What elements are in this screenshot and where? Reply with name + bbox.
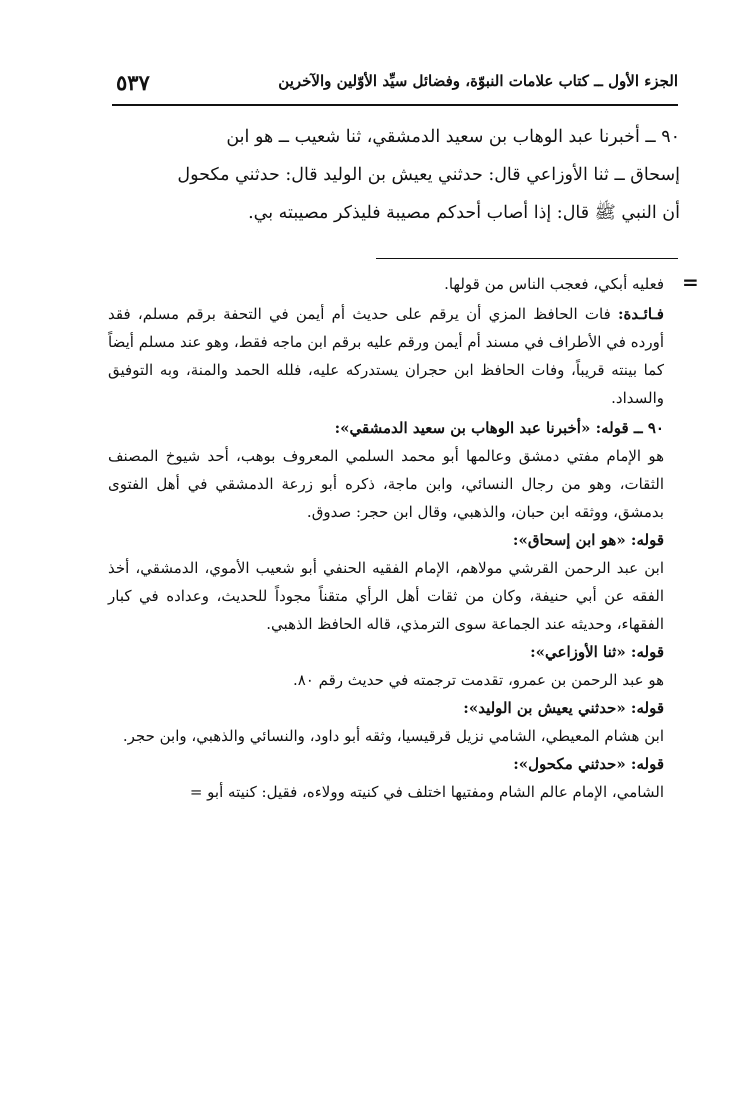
section-heading: قوله: «هو ابن إسحاق»: xyxy=(512,531,664,549)
benefit-paragraph xyxy=(108,300,664,412)
hadith-text xyxy=(108,118,680,232)
hadith-line: إسحاق ــ ثنا الأوزاعي قال: حدثني يعيش بن الوليد قال: حدثني مكحول xyxy=(177,165,680,185)
section-body: ابن عبد الرحمن القرشي مولاهم، الإمام الفقيه الحنفي أبو شعيب الأموي، الدمشقي، أخذ الفقه عن أبي حنيفة، وكان من ثقات أهل الرأي متقناً مجوداً للحديث، وعداده في كبار الفقهاء، وحديثه عند الجماعة سوى الترمذي، قاله الحافظ الذهبي. xyxy=(108,559,664,633)
page-number: ٥٣٧ xyxy=(116,70,150,95)
hadith-line: أن النبي ﷺ قال: إذا أصاب أحدكم مصيبة فليذكر مصيبته بي. xyxy=(248,203,680,223)
section-body: الشامي، الإمام عالم الشام ومفتيها اختلف في كنيته وولاءه، فقيل: كنيته أبو = xyxy=(189,783,664,801)
section-heading: قوله: «ثنا الأوزاعي»: xyxy=(530,643,664,661)
hadith-line: ٩٠ ــ أخبرنا عبد الوهاب بن سعيد الدمشقي، ثنا شعيب ــ هو ابن xyxy=(226,127,680,147)
benefit-label: فـائـدة: xyxy=(618,305,664,323)
running-header xyxy=(112,66,678,106)
continuation-mark: = xyxy=(682,270,699,294)
section-body: ابن هشام المعيطي، الشامي نزيل قرقيسيا، وثقه أبو داود، والنسائي والذهبي، وابن حجر. xyxy=(122,727,664,745)
benefit-text: فات الحافظ المزي أن يرقم على حديث أم أيمن في التحفة برقم مسلم، فقد أورده في الأطراف في مسند أم أيمن ورقم عليه برقم ابن ماجه فقط، وهو عند مسلم أيضاً كما بينته قريباً، وفات الحافظ ابن حجران يستدركه عليه، فلله الحمد والمنة، وبه التوفيق والسداد. xyxy=(108,305,664,407)
section-body: هو الإمام مفتي دمشق وعالمها أبو محمد السلمي المعروف بوهب، أحد شيوخ المصنف الثقات، وهو من رجال النسائي، وابن ماجة، ذكره أبو زرعة الدمشقي في أهل الفتوى بدمشق، ووثقه ابن حبان، والذهبي، وقال ابن حجر: صدوق. xyxy=(108,447,664,521)
section-heading: قوله: «حدثني يعيش بن الوليد»: xyxy=(463,699,664,717)
running-title: الجزء الأول ــ كتاب علامات النبوّة، وفضائل سيِّد الأوّلين والآخرين xyxy=(278,72,678,90)
section-body: هو عبد الرحمن بن عمرو، تقدمت ترجمته في حديث رقم ٨٠. xyxy=(292,671,664,689)
section-heading: قوله: «حدثني مكحول»: xyxy=(513,755,664,773)
footnote-separator xyxy=(376,258,678,259)
footnote-line: فعليه أبكي، فعجب الناس من قولها. xyxy=(444,275,664,293)
footnotes xyxy=(108,270,664,806)
section-heading: ٩٠ ــ قوله: «أخبرنا عبد الوهاب بن سعيد الدمشقي»: xyxy=(334,419,664,437)
